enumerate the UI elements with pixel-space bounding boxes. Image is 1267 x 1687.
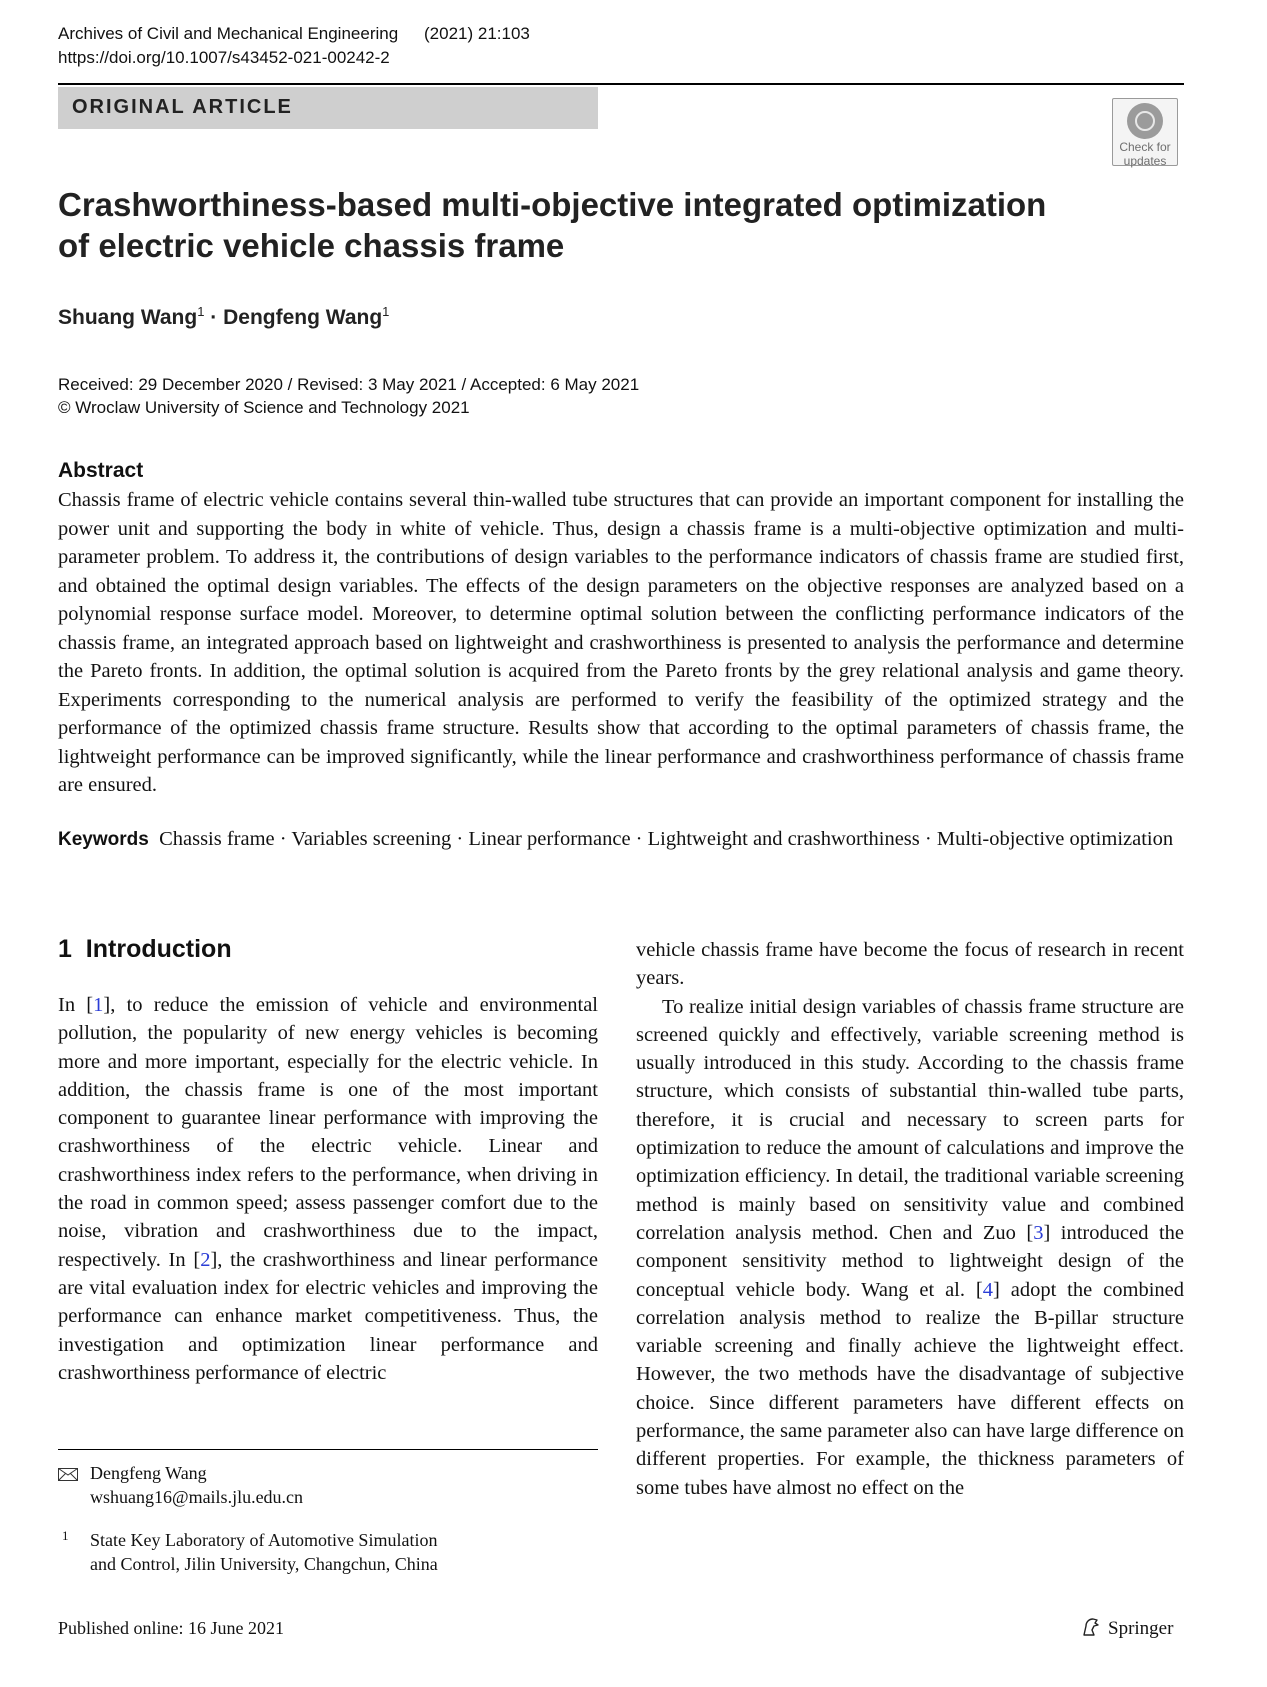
text-run: In [ [58, 994, 94, 1016]
paper-title [58, 184, 1058, 266]
email-link[interactable]: wshuang16@mails.jlu.edu.cn [90, 1487, 304, 1507]
update-icon [1127, 103, 1163, 139]
citation-link[interactable]: 1 [93, 994, 104, 1016]
section-heading: 1 Introduction [58, 935, 232, 963]
doi-link[interactable]: https://doi.org/10.1007/s43452-021-00242-2 [58, 48, 390, 67]
author-separator: · [204, 306, 224, 329]
badge-line1: Check for [1119, 140, 1171, 154]
abstract-text: Chassis frame of electric vehicle contains several thin-walled tube structures that can provide an important component for installing the power unit and supporting the body in white of vehicle. Thus, design a chassis frame is a multi-objective optimization and multi-parameter problem. To address it, the contributions of design variables to the performance indicators of chassis frame are studied first, and obtained the optimal design variables. The effects of the design parameters on the objective responses are analyzed based on a polynomial response surface model. Moreover, to determine optimal solution between the conflicting performance indicators of the chassis frame, an integrated approach based on lightweight and crashworthiness is presented to analysis the performance and determine the Pareto fronts. In addition, the optimal solution is acquired from the Pareto fronts by the grey relational analysis and game theory. Experiments corresponding to the numerical analysis are performed to verify the feasibility of the optimized strategy and the performance of the optimized chassis frame structure. Results show that according to the optimal parameters of chassis frame, the lightweight performance can be improved significantly, while the linear performance and crashworthiness performance of chassis frame are ensured. [58, 489, 1184, 796]
author-affiliation-mark: 1 [197, 304, 205, 319]
affiliation-line1: State Key Laboratory of Automotive Simulation [90, 1530, 438, 1550]
text-run: To realize initial design variables of chassis frame structure are screened quickly and effectively, variable screening method is usually introduced in this study. According to the chassis frame structure, which consists of substantial thin-walled tube parts, therefore, it is crucial and necessary to screen parts for optimization to reduce the amount of calculations and improve the optimization efficiency. In detail, the traditional variable screening method is mainly based on sensitivity value and combined correlation analysis method. Chen and Zuo [ [636, 995, 1184, 1244]
author-name[interactable]: Shuang Wang [58, 306, 198, 329]
paragraph [636, 993, 1184, 1502]
check-for-updates-badge[interactable] [1112, 98, 1178, 166]
article-type-banner [58, 87, 598, 129]
citation-link[interactable]: 2 [200, 1248, 211, 1271]
journal-name: Archives of Civil and Mechanical Engineering [58, 24, 399, 43]
volume-info: (2021) 21:103 [424, 24, 530, 43]
badge-line2: updates [1123, 154, 1167, 168]
left-column [58, 991, 598, 1387]
journal-header [58, 22, 530, 70]
affiliation [90, 1528, 438, 1576]
author-affiliation-mark: 1 [382, 304, 390, 319]
right-column [636, 936, 1184, 1502]
header-rule [58, 83, 1184, 85]
history-dates: Received: 29 December 2020 / Revised: 3 May 2021 / Accepted: 6 May 2021 [58, 375, 640, 394]
keywords-label: Keywords [58, 829, 149, 850]
abstract-heading: Abstract [58, 459, 144, 482]
footnote-rule [58, 1449, 598, 1450]
copyright: © Wroclaw University of Science and Technology 2021 [58, 398, 470, 417]
keywords-text: Chassis frame · Variables screening · Linear performance · Lightweight and crashworthiness · Multi-objective optimization [159, 828, 1174, 850]
title-line1: Crashworthiness-based multi-objective integrated optimization [58, 186, 1047, 223]
keywords [58, 825, 1184, 855]
citation-link[interactable]: 4 [982, 1278, 993, 1301]
paragraph [58, 991, 598, 1387]
affiliation-number: 1 [62, 1528, 69, 1543]
paragraph: vehicle chassis frame have become the focus of research in recent years. [636, 939, 1184, 990]
text-run: ] introduced the component sensitivity method to lightweight design of the conceptual vehicle body. Wang et al. [ [636, 1221, 1184, 1301]
author-list [58, 304, 389, 330]
title-line2: of electric vehicle chassis frame [58, 227, 565, 264]
corresponding-name: Dengfeng Wang [90, 1463, 207, 1483]
corresponding-author [90, 1461, 303, 1509]
publisher-name: Springer [1108, 1618, 1174, 1639]
citation-link[interactable]: 3 [1033, 1221, 1044, 1244]
publisher-logo [1080, 1616, 1173, 1640]
mail-icon [58, 1468, 78, 1481]
text-run: ], to reduce the emission of vehicle and environmental pollution, the popularity of new energy vehicles is becoming more and more important, especially for the electric vehicle. In addition, the chassis frame is one of the most important component to guarantee linear performance with improving the crashworthiness of the electric vehicle. Linear and crashworthiness index refers to the performance, when driving in the road in common speed; assess passenger comfort due to the noise, vibration and crashworthiness due to the impact, respectively. In [ [58, 994, 598, 1271]
text-run: ], the crashworthiness and linear performance are vital evaluation index for electric vehicles and improving the performance can enhance market competitiveness. Thus, the investigation and optimization linear performance and crashworthiness performance of electric [58, 1248, 599, 1384]
author-name[interactable]: Dengfeng Wang [223, 306, 383, 329]
affiliation-line2: and Control, Jilin University, Changchun, China [90, 1554, 438, 1574]
springer-horse-icon [1080, 1616, 1102, 1638]
text-run: ] adopt the combined correlation analysis method to realize the B-pillar structure variable screening and finally achieve the lightweight effect. However, the two methods have the disadvantage of subjective choice. Since different parameters have different effects on performance, the same parameter also can have large difference on different properties. For example, the thickness parameters of some tubes have almost no effect on the [636, 1278, 1184, 1499]
published-date: Published online: 16 June 2021 [58, 1618, 284, 1638]
article-type: ORIGINAL ARTICLE [72, 96, 293, 118]
article-history [58, 373, 639, 419]
